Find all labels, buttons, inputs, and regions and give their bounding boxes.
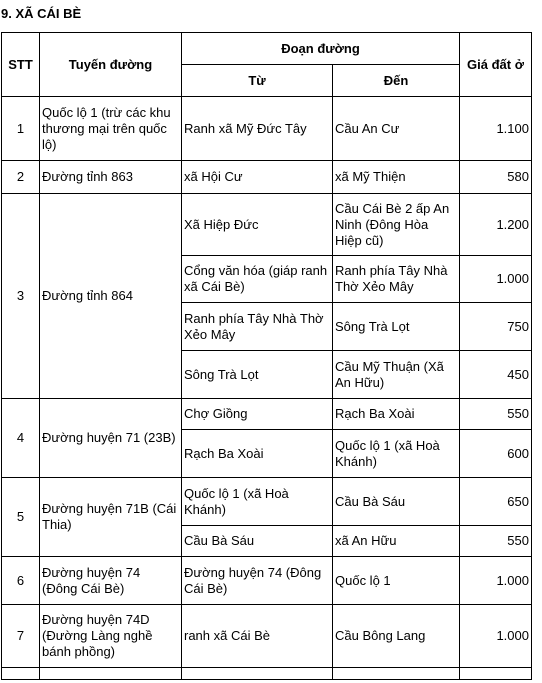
- empty-cell: [460, 668, 532, 680]
- empty-cell: [2, 668, 40, 680]
- land-price-table: [1, 32, 532, 680]
- header-route: Tuyến đường: [40, 33, 182, 97]
- to-cell: xã An Hữu: [333, 526, 460, 557]
- header-stt: STT: [2, 33, 40, 97]
- to-cell: Cầu Bông Lang: [333, 605, 460, 668]
- section-title: 9. XÃ CÁI BÈ: [1, 6, 82, 21]
- to-cell: Cầu Cái Bè 2 ấp An Ninh (Đông Hòa Hiệp cũ): [333, 194, 460, 256]
- price-cell: 550: [460, 526, 532, 557]
- price-cell: 1.200: [460, 194, 532, 256]
- to-cell: Cầu An Cư: [333, 97, 460, 161]
- header-from: Từ: [182, 65, 333, 97]
- from-cell: Ranh phía Tây Nhà Thờ Xẻo Mây: [182, 303, 333, 351]
- stt-cell: 1: [2, 97, 40, 161]
- empty-cell: [182, 668, 333, 680]
- price-cell: 650: [460, 478, 532, 526]
- from-cell: Chợ Giồng: [182, 399, 333, 430]
- route-cell: Đường tỉnh 863: [40, 161, 182, 194]
- price-cell: 550: [460, 399, 532, 430]
- stt-cell: 6: [2, 557, 40, 605]
- to-cell: Rạch Ba Xoài: [333, 399, 460, 430]
- table-row: [2, 194, 532, 256]
- from-cell: xã Hội Cư: [182, 161, 333, 194]
- stt-cell: 3: [2, 194, 40, 399]
- empty-cell: [333, 668, 460, 680]
- to-cell: Quốc lộ 1: [333, 557, 460, 605]
- route-cell: Đường huyện 74D (Đường Làng nghề bánh phồng): [40, 605, 182, 668]
- from-cell: Rạch Ba Xoài: [182, 430, 333, 478]
- stt-cell: 5: [2, 478, 40, 557]
- to-cell: Cầu Mỹ Thuận (Xã An Hữu): [333, 351, 460, 399]
- price-cell: 1.000: [460, 256, 532, 303]
- route-cell: Đường huyện 71 (23B): [40, 399, 182, 478]
- to-cell: xã Mỹ Thiện: [333, 161, 460, 194]
- stt-cell: 7: [2, 605, 40, 668]
- table-row: [2, 478, 532, 526]
- route-cell: Quốc lộ 1 (trừ các khu thương mại trên quốc lộ): [40, 97, 182, 161]
- route-cell: Đường tỉnh 864: [40, 194, 182, 399]
- stt-cell: 2: [2, 161, 40, 194]
- header-price: Giá đất ở: [460, 33, 532, 97]
- route-cell: Đường huyện 74 (Đông Cái Bè): [40, 557, 182, 605]
- stt-cell: 4: [2, 399, 40, 478]
- to-cell: Quốc lộ 1 (xã Hoà Khánh): [333, 430, 460, 478]
- price-cell: 450: [460, 351, 532, 399]
- price-cell: 1.000: [460, 557, 532, 605]
- table-row: [2, 161, 532, 194]
- from-cell: Quốc lộ 1 (xã Hoà Khánh): [182, 478, 333, 526]
- price-cell: 1.100: [460, 97, 532, 161]
- table-row: [2, 557, 532, 605]
- from-cell: Xã Hiệp Đức: [182, 194, 333, 256]
- price-cell: 750: [460, 303, 532, 351]
- from-cell: Cầu Bà Sáu: [182, 526, 333, 557]
- to-cell: Sông Trà Lọt: [333, 303, 460, 351]
- price-cell: 580: [460, 161, 532, 194]
- table-row: [2, 97, 532, 161]
- table-row: [2, 605, 532, 668]
- from-cell: Sông Trà Lọt: [182, 351, 333, 399]
- table-row-partial: [2, 668, 532, 680]
- price-cell: 1.000: [460, 605, 532, 668]
- empty-cell: [40, 668, 182, 680]
- header-to: Đến: [333, 65, 460, 97]
- from-cell: Ranh xã Mỹ Đức Tây: [182, 97, 333, 161]
- to-cell: Ranh phía Tây Nhà Thờ Xẻo Mây: [333, 256, 460, 303]
- header-segment: Đoạn đường: [182, 33, 460, 65]
- to-cell: Cầu Bà Sáu: [333, 478, 460, 526]
- route-cell: Đường huyện 71B (Cái Thia): [40, 478, 182, 557]
- table-row: [2, 399, 532, 430]
- from-cell: ranh xã Cái Bè: [182, 605, 333, 668]
- from-cell: Cổng văn hóa (giáp ranh xã Cái Bè): [182, 256, 333, 303]
- price-cell: 600: [460, 430, 532, 478]
- from-cell: Đường huyện 74 (Đông Cái Bè): [182, 557, 333, 605]
